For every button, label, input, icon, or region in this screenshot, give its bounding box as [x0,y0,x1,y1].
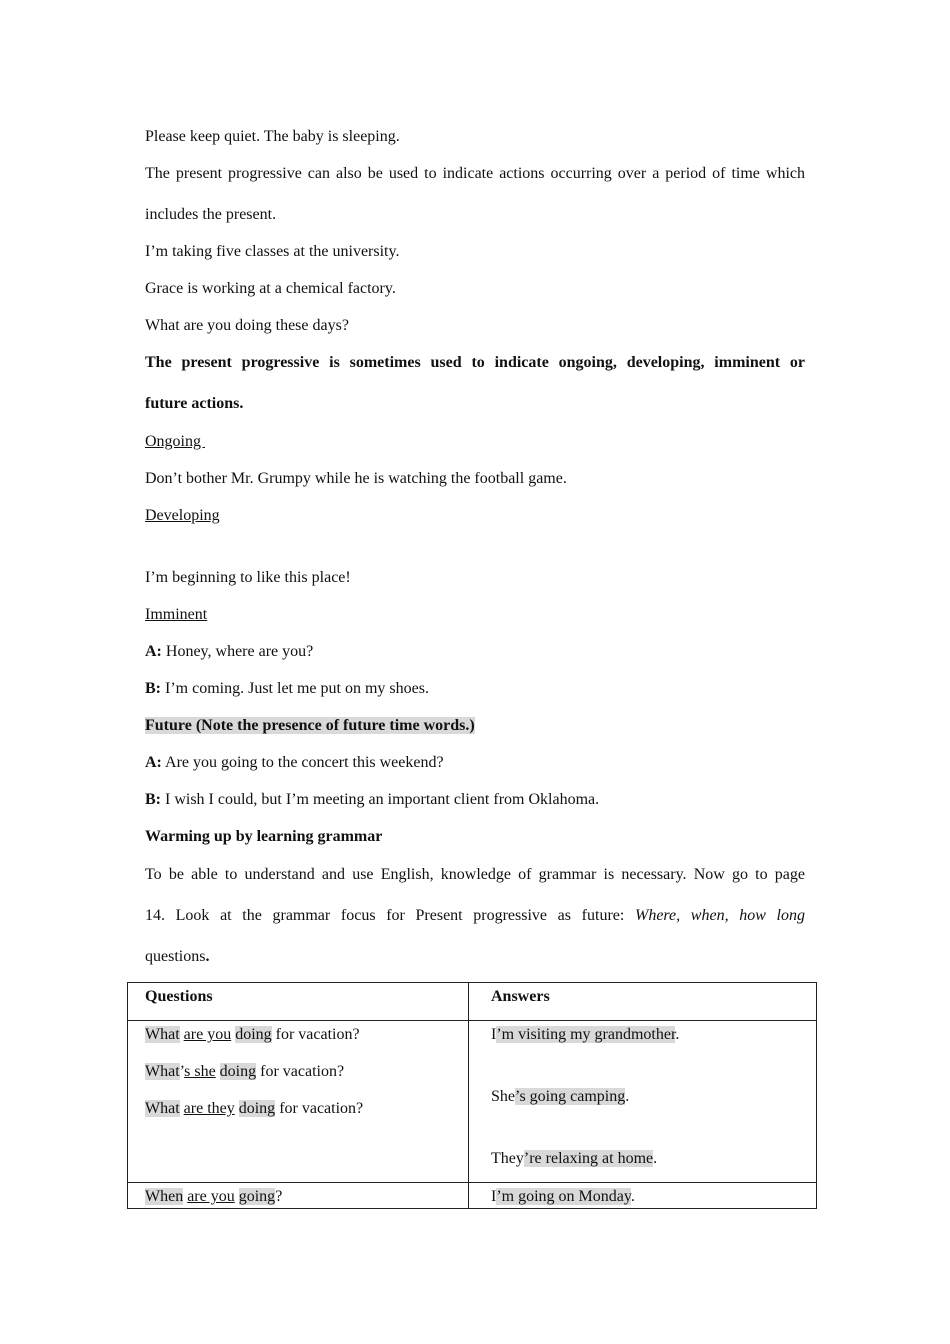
heading-future [145,716,475,736]
paragraph-period-of-time-line2: includes the present. [145,206,277,223]
table-header-answers: Answers [491,988,550,1005]
heading-warming-up: Warming up by learning grammar [145,828,383,845]
dialog-imminent-b [145,679,429,699]
verb: doing [235,1026,272,1043]
wh-word: What [145,1026,180,1043]
table-question-3 [145,1099,363,1119]
bold-statement-line1: The present progressive is sometimes used to indicate ongoing, developing, imminent or [145,354,805,371]
auxiliary-subject: s she [184,1063,216,1080]
example-these-days: What are you doing these days? [145,317,349,334]
wh-word: What [145,1100,180,1117]
warming-paragraph-line3 [145,947,209,967]
warming-paragraph-line1: To be able to understand and use English, knowledge of grammar is necessary. Now go to page [145,866,805,883]
question-text: for vacation? [256,1063,345,1080]
row-divider [128,1020,816,1021]
auxiliary-subject: are they [183,1100,235,1117]
paragraph-baby-sleeping: Please keep quiet. The baby is sleeping. [145,128,400,145]
answer-period: . [653,1150,658,1167]
warming-italic-text: Where, when, how long [634,907,806,924]
answer-highlight: ’re relaxing at home [523,1150,654,1167]
column-divider [468,983,469,1208]
dialog-text: Are you going to the concert this weekend? [161,754,444,771]
heading-imminent: Imminent [145,606,208,623]
verb: going [238,1188,276,1205]
table-answer-4 [491,1187,635,1207]
wh-word: What [145,1063,180,1080]
example-ongoing: Don’t bother Mr. Grumpy while he is watching the football game. [145,470,567,487]
table-header-questions: Questions [145,988,213,1005]
table-answer-3 [491,1149,657,1169]
wh-word: When [145,1188,184,1205]
answer-highlight: ’s going camping [515,1088,626,1105]
warming-period: . [205,948,210,965]
row-divider [128,1182,816,1183]
answer-subject: She [491,1088,515,1105]
dialog-imminent-a [145,642,313,662]
answer-subject: They [491,1150,524,1167]
answer-period: . [675,1026,680,1043]
warming-text: questions [145,948,206,965]
bold-statement-line2: future actions. [145,395,244,412]
question-text: ? [275,1188,283,1205]
speaker-label: A: [145,643,162,660]
answer-highlight: ’m visiting my grandmother [496,1026,676,1043]
speaker-label: B: [145,791,161,808]
table-question-2 [145,1062,344,1082]
example-classes: I’m taking five classes at the university. [145,243,400,260]
warming-text: 14. Look at the grammar focus for Present progressive as future: [145,907,635,924]
warming-paragraph-line2 [145,906,805,926]
answer-period: . [630,1188,635,1205]
table-question-4 [145,1187,282,1207]
verb: doing [238,1100,276,1117]
heading-future-text: Future (Note the presence of future time words.) [145,717,475,734]
auxiliary-subject: are you [187,1188,235,1205]
answer-subject: I [491,1026,497,1043]
dialog-text: Honey, where are you? [161,643,314,660]
heading-developing: Developing [145,507,220,524]
answer-period: . [625,1088,630,1105]
heading-ongoing: Ongoing [145,433,205,450]
verb: doing [219,1063,257,1080]
table-answer-2 [491,1087,629,1107]
question-text: for vacation? [275,1100,364,1117]
answer-highlight: ’m going on Monday [496,1188,631,1205]
example-developing: I’m beginning to like this place! [145,569,351,586]
question-text: for vacation? [271,1026,360,1043]
dialog-text: I wish I could, but I’m meeting an important client from Oklahoma. [161,791,600,808]
grammar-table [127,982,817,1209]
speaker-label: A: [145,754,162,771]
answer-subject: I [491,1188,497,1205]
dialog-future-b [145,790,599,810]
dialog-future-a [145,753,444,773]
question-text: ’ [179,1063,185,1080]
table-answer-1 [491,1025,679,1045]
table-question-1 [145,1025,360,1045]
dialog-text: I’m coming. Just let me put on my shoes. [161,680,429,697]
example-grace: Grace is working at a chemical factory. [145,280,396,297]
paragraph-period-of-time-line1: The present progressive can also be used to indicate actions occurring over a period of time which [145,165,805,182]
speaker-label: B: [145,680,161,697]
auxiliary-subject: are you [183,1026,232,1043]
